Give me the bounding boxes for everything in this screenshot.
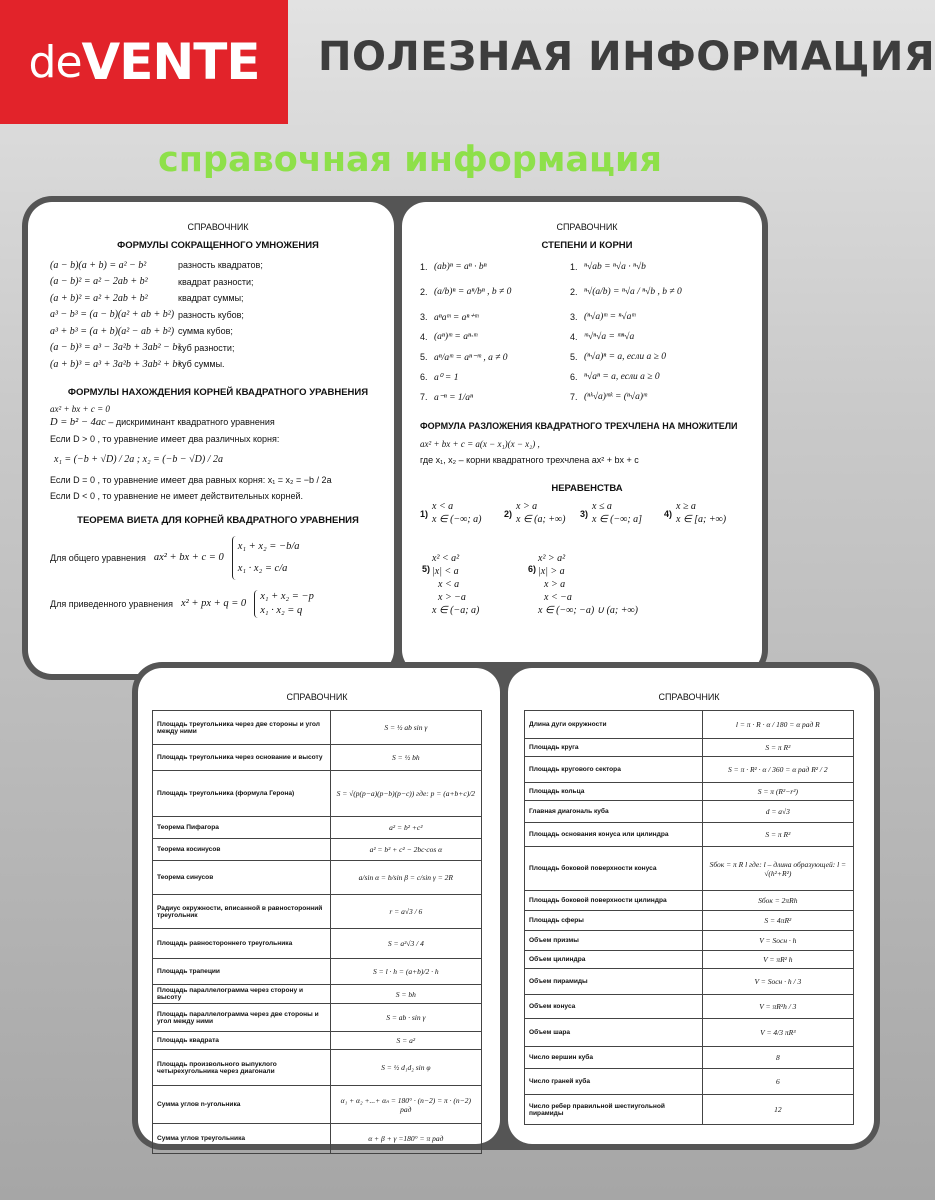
inequality-line: x < a: [432, 501, 454, 512]
row-formula: S = π R²: [702, 823, 853, 847]
row-formula: S = ½ bh: [330, 745, 481, 771]
rule-number: 2.: [570, 287, 578, 297]
rule-row: [570, 277, 754, 307]
table-row: [153, 745, 482, 771]
logo-de: de: [28, 36, 82, 88]
section-inequalities: НЕРАВЕНСТВА: [551, 483, 623, 494]
table-row: [153, 861, 482, 895]
table-row: [525, 995, 854, 1019]
inequality-line: x² > a²: [538, 553, 566, 564]
row-name: Длина дуги окружности: [525, 711, 703, 739]
inequality-body: [516, 500, 566, 526]
row-name: Площадь треугольника через основание и высоту: [153, 745, 331, 771]
section-vieta: ТЕОРЕМА ВИЕТА ДЛЯ КОРНЕЙ КВАДРАТНОГО УРАВНЕНИЯ: [77, 514, 359, 526]
geometry-table: [152, 710, 482, 1154]
case-negative: Если D < 0 , то уравнение не имеет действительных корней.: [50, 490, 304, 501]
vieta-reduced-sum: x₁ + x₂ = −p: [260, 590, 314, 602]
rule-formula: (ⁿ√a)ᵐ = ⁿ√aᵐ: [584, 312, 636, 322]
row-formula: S = ½ ab sin γ: [330, 711, 481, 745]
section-short-multiplication: ФОРМУЛЫ СОКРАЩЕННОГО УМНОЖЕНИЯ: [117, 240, 319, 251]
inequality-line: x ≤ a: [592, 501, 612, 512]
logo-vente: VENTE: [81, 33, 260, 91]
row-name: Теорема синусов: [153, 861, 331, 895]
section-factorization: ФОРМУЛА РАЗЛОЖЕНИЯ КВАДРАТНОГО ТРЕХЧЛЕНА НА МНОЖИТЕЛИ: [420, 421, 738, 431]
formula: (a − b)³ = a³ − 3a²b + 3ab² − b³: [50, 342, 181, 354]
table-row: [525, 911, 854, 931]
row-name: Площадь боковой поверхности конуса: [525, 847, 703, 891]
rule-number: 7.: [570, 392, 578, 402]
row-name: Площадь кругового сектора: [525, 757, 703, 783]
vieta-general-sum: x₁ + x₂ = −b/a: [237, 540, 300, 552]
rule-formula: (ⁿ√a)ⁿ = a, если a ≥ 0: [584, 352, 666, 362]
inequality-line: x² < a²: [432, 553, 460, 564]
formula-row: [50, 340, 386, 357]
inequality-line: x ∈ (a; +∞): [516, 514, 566, 525]
rule-formula: aⁿ/aᵐ = aⁿ⁻ᵐ , a ≠ 0: [434, 352, 508, 363]
case-positive: Если D > 0 , то уравнение имеет два различных корня:: [50, 433, 280, 444]
inequality-line: x ∈ (−∞; a]: [592, 514, 643, 525]
rule-formula: a⁻ⁿ = 1/aⁿ: [434, 392, 474, 403]
row-formula: 8: [702, 1047, 853, 1069]
rule-row: [570, 307, 754, 327]
row-name: Объем цилиндра: [525, 951, 703, 969]
inequality-line: |x| < a: [432, 566, 459, 577]
inequality-item: [528, 552, 638, 617]
rule-row: [420, 327, 570, 347]
formula-description: разность квадратов;: [178, 260, 263, 271]
vieta-reduced-label: Для приведенного уравнения: [50, 598, 173, 609]
rule-formula: (ab)ⁿ = aⁿ · bⁿ: [434, 262, 487, 272]
page-1-heading: СПРАВОЧНИК: [187, 222, 249, 232]
rule-number: 1.: [420, 262, 428, 272]
row-formula: r = a√3 / 6: [330, 895, 481, 929]
row-formula: S = 4πR²: [702, 911, 853, 931]
inequality-number: 5): [422, 564, 431, 574]
vieta-general-label: Для общего уравнения: [50, 552, 146, 563]
row-name: Площадь параллелограмма через две стороны и угол между ними: [153, 1004, 331, 1032]
rule-formula: (aⁿ)ᵐ = aⁿ·ᵐ: [434, 332, 478, 342]
rule-row: [420, 307, 570, 327]
inequality-body: [432, 552, 479, 617]
solids-table: [524, 710, 854, 1125]
table-row: [153, 1032, 482, 1050]
row-name: Число вершин куба: [525, 1047, 703, 1069]
row-name: Площадь боковой поверхности цилиндра: [525, 891, 703, 911]
rule-number: 5.: [420, 352, 428, 362]
row-name: Площадь квадрата: [153, 1032, 331, 1050]
case-zero: Если D = 0 , то уравнение имеет два равных корня: x₁ = x₂ = −b / 2a: [50, 474, 332, 485]
formula-row: [50, 356, 386, 373]
formula-row: [50, 323, 386, 340]
inequality-body: [538, 552, 638, 617]
inequality-line: x > a: [516, 501, 538, 512]
row-formula: V = πR² h: [702, 951, 853, 969]
rule-row: [420, 277, 570, 307]
rule-formula: aⁿaᵐ = aⁿ⁺ᵐ: [434, 312, 479, 323]
table-row: [525, 951, 854, 969]
inequality-list: [420, 500, 754, 640]
discriminant-formula: D = b² − 4ac: [50, 416, 106, 428]
row-formula: a² = b² +c²: [330, 817, 481, 839]
row-name: Число ребер правильной шестиугольной пирамиды: [525, 1095, 703, 1125]
row-name: Объем конуса: [525, 995, 703, 1019]
page-2: [420, 222, 754, 662]
vieta-reduced-product: x₁ · x₂ = q: [260, 604, 303, 616]
row-formula: α₁ + α₂ +...+ αₙ = 180° · (n−2) = π · (n−2) рад: [330, 1086, 481, 1124]
inequality-item: [420, 500, 482, 526]
inequality-body: [592, 500, 642, 526]
inequality-body: [432, 500, 482, 526]
inequality-number: 4): [664, 509, 673, 519]
inequality-line: x ∈ (−∞; a): [432, 514, 482, 525]
table-row: [153, 839, 482, 861]
formula: (a + b)³ = a³ + 3a²b + 3ab² + b³: [50, 358, 181, 370]
row-formula: S = π R²: [702, 739, 853, 757]
page-4-heading: СПРАВОЧНИК: [658, 692, 720, 702]
table-row: [525, 931, 854, 951]
table-row: [525, 891, 854, 911]
inequality-line: x ∈ [a; +∞): [676, 514, 727, 525]
rule-formula: ᵐ√ⁿ√a = ᵐⁿ√a: [584, 332, 635, 342]
row-name: Площадь основания конуса или цилиндра: [525, 823, 703, 847]
row-formula: Sбок = π R l где: l – длина образующей: l = √(h²+R²): [702, 847, 853, 891]
row-formula: S = l · h = (a+b)/2 · h: [330, 959, 481, 985]
power-rules: [420, 257, 570, 407]
row-formula: l = π · R · α / 180 = α рад R: [702, 711, 853, 739]
rule-row: [570, 367, 754, 387]
row-name: Объем призмы: [525, 931, 703, 951]
row-name: Радиус окружности, вписанной в равносторонний треугольник: [153, 895, 331, 929]
page-4: [524, 692, 854, 1132]
row-formula: S = π · R² · α / 360 = α рад R² / 2: [702, 757, 853, 783]
formula-description: разность кубов;: [178, 309, 244, 320]
page-1: [50, 222, 386, 662]
table-row: [525, 1069, 854, 1095]
table-row: [153, 1086, 482, 1124]
row-formula: a² = b² + c² − 2bc·cos α: [330, 839, 481, 861]
row-formula: S = ½ d₁d₂ sin φ: [330, 1050, 481, 1086]
inequality-line: x ≥ a: [676, 501, 696, 512]
rule-number: 2.: [420, 287, 428, 297]
inequality-line: x > −a: [438, 592, 466, 603]
roots-formula: x₁ = (−b + √D) / 2a ; x₂ = (−b − √D) / 2a: [54, 453, 223, 465]
row-formula: S = a²√3 / 4: [330, 929, 481, 959]
rule-row: [570, 347, 754, 367]
inequality-line: |x| > a: [538, 566, 565, 577]
formula: (a − b)(a + b) = a² − b²: [50, 259, 147, 271]
discriminant-desc: – дискриминант квадратного уравнения: [108, 416, 275, 427]
formula-description: сумма кубов;: [178, 326, 233, 337]
rule-row: [420, 367, 570, 387]
inequality-line: x < a: [438, 579, 460, 590]
row-name: Число граней куба: [525, 1069, 703, 1095]
rule-row: [570, 257, 754, 277]
row-name: Площадь треугольника через две стороны и угол между ними: [153, 711, 331, 745]
rule-number: 3.: [420, 312, 428, 322]
inequality-number: 1): [420, 509, 429, 519]
row-name: Теорема Пифагора: [153, 817, 331, 839]
row-formula: V = Sосн · h: [702, 931, 853, 951]
page-3-heading: СПРАВОЧНИК: [286, 692, 348, 702]
table-row: [525, 969, 854, 995]
rule-number: 3.: [570, 312, 578, 322]
row-name: Площадь кольца: [525, 783, 703, 801]
formula-row: [50, 257, 386, 274]
quadratic-equation: ax² + bx + c = 0: [50, 403, 110, 414]
table-row: [525, 739, 854, 757]
rule-formula: (a/b)ⁿ = aⁿ/bⁿ , b ≠ 0: [434, 287, 512, 297]
table-row: [525, 1019, 854, 1047]
row-name: Площадь сферы: [525, 911, 703, 931]
table-row: [153, 985, 482, 1004]
row-name: Площадь равностороннего треугольника: [153, 929, 331, 959]
formula: a³ + b³ = (a + b)(a² − ab + b²): [50, 325, 175, 337]
factorization-note: где x₁, x₂ – корни квадратного трехчлена ax² + bx + c: [420, 455, 639, 465]
vieta-general-eq: ax² + bx + c = 0: [153, 552, 224, 563]
inequality-line: x ∈ (−∞; −a) ∪ (a; +∞): [538, 605, 638, 616]
formula-description: квадрат разности;: [178, 276, 254, 287]
table-row: [153, 1004, 482, 1032]
table-row: [153, 895, 482, 929]
row-formula: 6: [702, 1069, 853, 1095]
inequality-item: [422, 552, 479, 617]
rule-number: 5.: [570, 352, 578, 362]
formula: a³ − b³ = (a − b)(a² + ab + b²): [50, 309, 175, 321]
row-formula: 12: [702, 1095, 853, 1125]
row-formula: d = a√3: [702, 801, 853, 823]
factorization-formula: ax² + bx + c = a(x − x₁)(x − x₂) ,: [420, 439, 540, 449]
row-formula: V = πR²h / 3: [702, 995, 853, 1019]
table-row: [153, 959, 482, 985]
inequality-number: 2): [504, 509, 513, 519]
table-row: [525, 823, 854, 847]
formula-row: [50, 290, 386, 307]
page-3: [152, 692, 482, 1143]
inequality-number: 3): [580, 509, 589, 519]
rule-row: [420, 347, 570, 367]
rule-row: [570, 387, 754, 407]
row-formula: V = 4/3 πR³: [702, 1019, 853, 1047]
row-formula: S = a²: [330, 1032, 481, 1050]
table-row: [153, 711, 482, 745]
section-powers-roots: СТЕПЕНИ И КОРНИ: [541, 240, 633, 251]
row-name: Объем пирамиды: [525, 969, 703, 995]
inequality-item: [664, 500, 726, 526]
row-name: Площадь треугольника (формула Герона): [153, 771, 331, 817]
inequality-line: x > a: [544, 579, 566, 590]
row-name: Площадь произвольного выпуклого четырехугольника через диагонали: [153, 1050, 331, 1086]
inequality-line: x ∈ (−a; a): [432, 605, 480, 616]
rule-number: 7.: [420, 392, 428, 402]
section-quadratic-roots: ФОРМУЛЫ НАХОЖДЕНИЯ КОРНЕЙ КВАДРАТНОГО УРАВНЕНИЯ: [67, 386, 369, 398]
row-formula: V = Sосн · h / 3: [702, 969, 853, 995]
row-formula: S = √(p(p−a)(p−b)(p−c)) где: p = (a+b+c)/2: [330, 771, 481, 817]
rule-formula: a⁰ = 1: [434, 372, 459, 383]
table-row: [153, 771, 482, 817]
formula-row: [50, 307, 386, 324]
row-name: Объем шара: [525, 1019, 703, 1047]
rule-number: 6.: [570, 372, 578, 382]
row-formula: α + β + γ =180° = π рад: [330, 1124, 481, 1154]
rule-formula: ⁿ√ab = ⁿ√a · ⁿ√b: [584, 262, 646, 272]
rule-formula: ⁿ√(a/b) = ⁿ√a / ⁿ√b , b ≠ 0: [584, 287, 682, 297]
row-formula: a/sin α = b/sin β = c/sin γ = 2R: [330, 861, 481, 895]
rule-row: [570, 327, 754, 347]
row-formula: S = bh: [330, 985, 481, 1004]
formula: (a − b)² = a² − 2ab + b²: [50, 276, 148, 288]
rule-number: 4.: [420, 332, 428, 342]
formula: (a + b)² = a² + 2ab + b²: [50, 292, 148, 304]
row-name: Теорема косинусов: [153, 839, 331, 861]
page-2-heading: СПРАВОЧНИК: [556, 222, 618, 232]
table-row: [525, 1095, 854, 1125]
table-row: [525, 783, 854, 801]
row-name: Площадь параллелограмма через сторону и высоту: [153, 985, 331, 1004]
formula-description: куб суммы.: [178, 359, 225, 370]
row-name: Сумма углов n-угольника: [153, 1086, 331, 1124]
inequality-item: [580, 500, 642, 526]
row-name: Площадь трапеции: [153, 959, 331, 985]
rule-number: 4.: [570, 332, 578, 342]
table-row: [525, 1047, 854, 1069]
formula-description: куб разности;: [178, 342, 235, 353]
row-name: Главная диагональ куба: [525, 801, 703, 823]
row-name: Площадь круга: [525, 739, 703, 757]
vieta-general-product: x₁ · x₂ = c/a: [237, 562, 288, 574]
table-row: [153, 817, 482, 839]
table-row: [525, 711, 854, 739]
row-formula: S = π (R²−r²): [702, 783, 853, 801]
rule-row: [420, 387, 570, 407]
brand-logo: [0, 0, 288, 124]
table-row: [525, 757, 854, 783]
formula-row: [50, 274, 386, 291]
inequality-number: 6): [528, 564, 537, 574]
table-row: [525, 801, 854, 823]
row-formula: S = ab · sin γ: [330, 1004, 481, 1032]
table-row: [153, 1124, 482, 1154]
formula-description: квадрат суммы;: [178, 293, 244, 304]
page-title: ПОЛЕЗНАЯ ИНФОРМАЦИЯ: [318, 34, 935, 80]
formula-list: [50, 257, 386, 373]
inequality-line: x < −a: [544, 592, 572, 603]
row-formula: Sбок = 2πRh: [702, 891, 853, 911]
table-row: [525, 847, 854, 891]
table-row: [153, 1050, 482, 1086]
rule-row: [420, 257, 570, 277]
page-subtitle: справочная информация: [158, 140, 662, 180]
inequality-item: [504, 500, 566, 526]
vieta-reduced-eq: x² + px + q = 0: [180, 598, 247, 609]
table-row: [153, 929, 482, 959]
inequality-body: [676, 500, 726, 526]
rule-formula: (ⁿᵏ√a)ᵐᵏ = (ⁿ√a)ᵐ: [584, 392, 647, 402]
row-name: Сумма углов треугольника: [153, 1124, 331, 1154]
rule-number: 1.: [570, 262, 578, 272]
rule-formula: ⁿ√aⁿ = a, если a ≥ 0: [584, 372, 660, 382]
rule-number: 6.: [420, 372, 428, 382]
root-rules: [570, 257, 754, 407]
